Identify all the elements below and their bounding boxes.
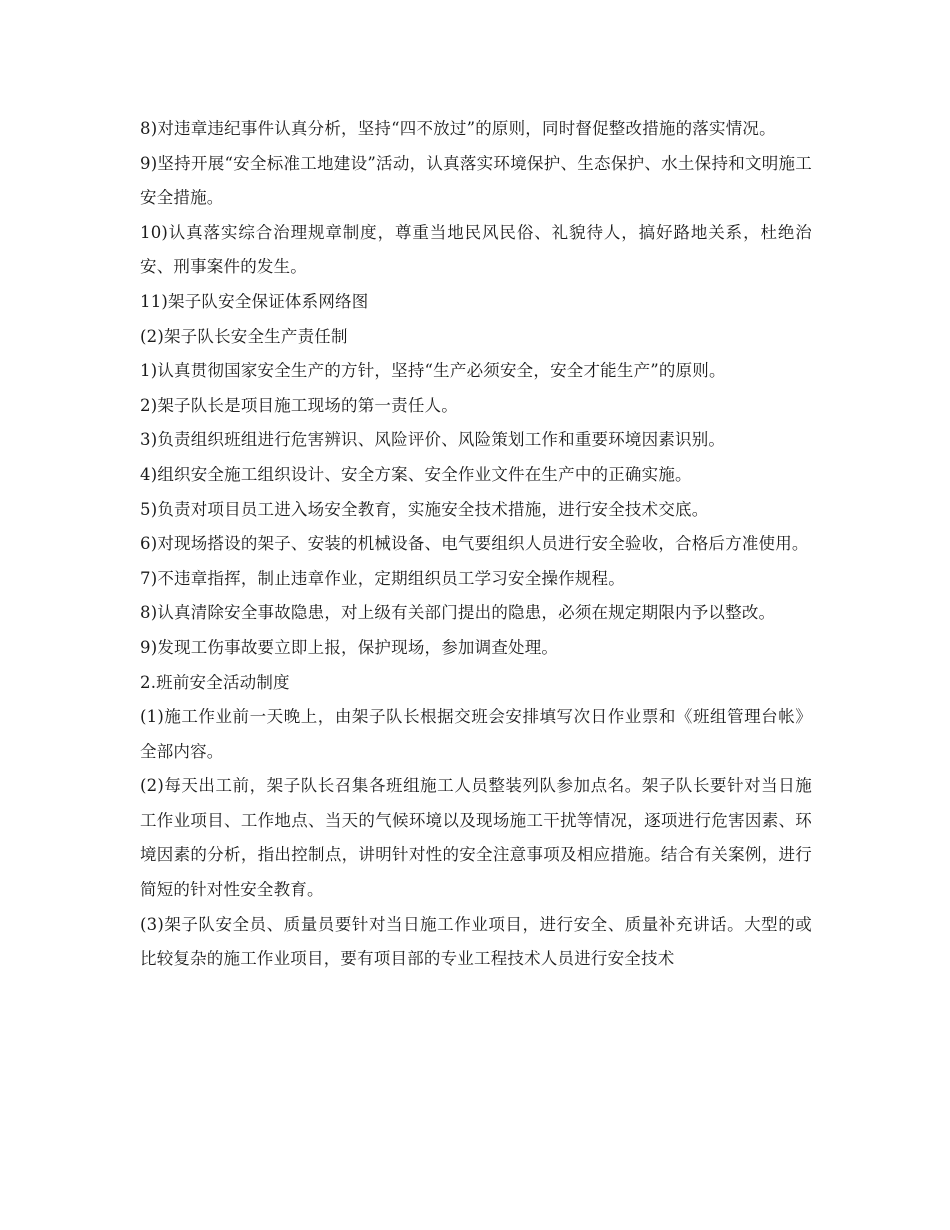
section-heading-pre-shift-activity: 2.班前安全活动制度 <box>140 672 290 692</box>
paragraph-9-safety-standard-site: 9)坚持开展“安全标准工地建设”活动，认真落实环境保护、生态保护、水土保持和文明施工安全措施。 <box>140 153 812 208</box>
paragraph-7-no-violation: 7)不违章指挥，制止违章作业，定期组织员工学习安全操作规程。 <box>140 568 625 588</box>
paragraph-3-supplementary-talk: (3)架子队安全员、质量员要针对当日施工作业项目，进行安全、质量补充讲话。大型的或比较复杂的施工作业项目，要有项目部的专业工程技术人员进行安全技术 <box>140 914 812 969</box>
paragraph-2-roll-call: (2)每天出工前，架子队长召集各班组施工人员整装列队参加点名。架子队长要针对当日施工作业项目、工作地点、当天的气候环境以及现场施工干扰等情况，逐项进行危害因素、环境因素的分析，指出控制点，讲明针对性的安全注意事项及相应措施。结合有关案例，进行简短的针对性安全教育。 <box>140 776 812 900</box>
paragraph-5-safety-education: 5)负责对项目员工进入场安全教育，实施安全技术措施，进行安全技术交底。 <box>140 499 709 519</box>
paragraph-1-safety-policy: 1)认真贯彻国家安全生产的方针，坚持“生产必须安全，安全才能生产”的原则。 <box>140 361 726 381</box>
section-heading-team-leader-responsibility: (2)架子队长安全生产责任制 <box>140 326 348 346</box>
paragraph-4-organize-implementation: 4)组织安全施工组织设计、安全方案、安全作业文件在生产中的正确实施。 <box>140 464 692 484</box>
paragraph-1-work-ticket: (1)施工作业前一天晚上，由架子队长根据交班会安排填写次日作业票和《班组管理台帐》全部内容。 <box>140 707 812 761</box>
paragraph-8-hazard-removal: 8)认真清除安全事故隐患，对上级有关部门提出的隐患，必须在规定期限内予以整改。 <box>140 603 776 623</box>
document-body <box>140 112 812 977</box>
paragraph-2-first-responsible: 2)架子队长是项目施工现场的第一责任人。 <box>140 395 458 415</box>
paragraph-8-violation-analysis: 8)对违章违纪事件认真分析，坚持“四不放过”的原则，同时督促整改措施的落实情况。 <box>140 119 776 138</box>
paragraph-11-safety-network-diagram: 11)架子队安全保证体系网络图 <box>140 291 369 311</box>
paragraph-6-safety-acceptance: 6)对现场搭设的架子、安装的机械设备、电气要组织人员进行安全验收，合格后方准使用。 <box>140 534 809 554</box>
paragraph-3-hazard-identification: 3)负责组织班组进行危害辨识、风险评价、风险策划工作和重要环境因素识别。 <box>140 430 726 450</box>
paragraph-10-comprehensive-governance: 10)认真落实综合治理规章制度，尊重当地民风民俗、礼貌待人，搞好路地关系，杜绝治安、刑事案件的发生。 <box>140 222 812 277</box>
paragraph-9-injury-report: 9)发现工伤事故要立即上报，保护现场，参加调查处理。 <box>140 637 559 657</box>
